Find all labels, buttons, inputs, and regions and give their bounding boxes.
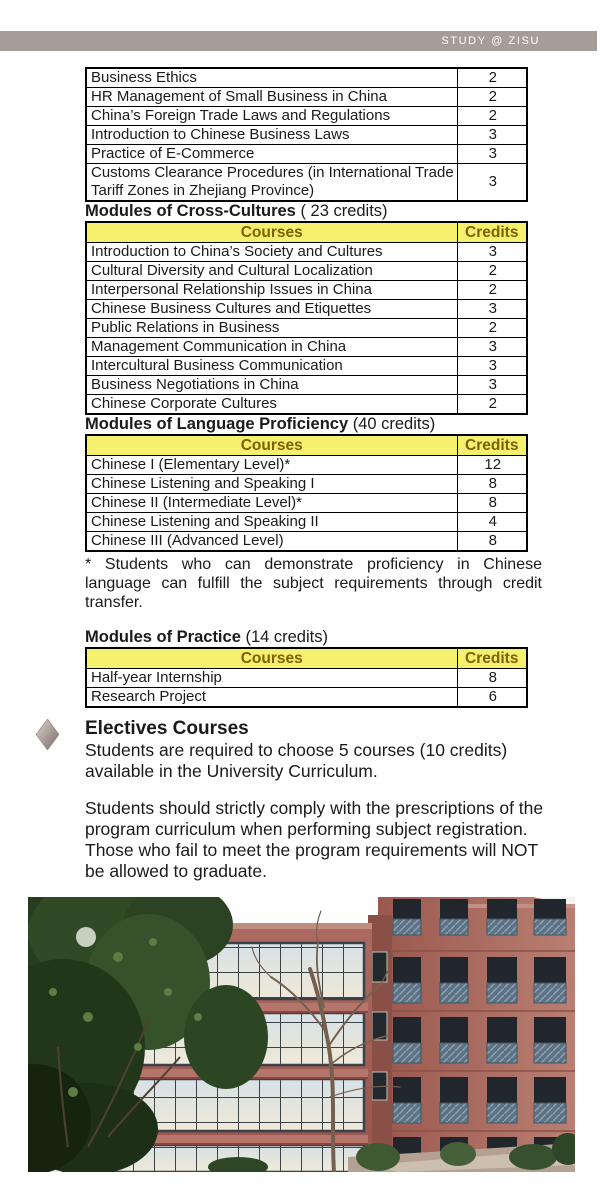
table-row bbox=[86, 300, 527, 319]
course-name-cell: Chinese Listening and Speaking I bbox=[86, 475, 457, 494]
course-credits-cell: 3 bbox=[457, 145, 527, 164]
course-credits-cell: 2 bbox=[457, 107, 527, 126]
electives-body-text: Students are required to choose 5 courses (10 credits) available in the University Curriculum. bbox=[85, 740, 508, 781]
column-header-credits: Credits bbox=[457, 648, 527, 669]
table-header-row bbox=[86, 648, 527, 669]
course-name-cell: Public Relations in Business bbox=[86, 319, 457, 338]
course-credits-cell: 3 bbox=[457, 164, 527, 202]
section-heading-rest: (14 credits) bbox=[240, 628, 328, 646]
course-name-cell: China’s Foreign Trade Laws and Regulations bbox=[86, 107, 457, 126]
course-credits-cell: 2 bbox=[457, 395, 527, 415]
courses-table-management-continued bbox=[85, 67, 528, 202]
table-row bbox=[86, 357, 527, 376]
table-row bbox=[86, 281, 527, 300]
course-credits-cell: 3 bbox=[457, 357, 527, 376]
course-name-cell: Chinese II (Intermediate Level)* bbox=[86, 494, 457, 513]
course-credits-cell: 6 bbox=[457, 688, 527, 708]
courses-table-practice bbox=[85, 647, 528, 708]
courses-table-cross-cultures bbox=[85, 221, 528, 415]
section-heading-bold: Modules of Cross-Cultures bbox=[85, 202, 296, 220]
course-name-cell: Half-year Internship bbox=[86, 669, 457, 688]
column-header-credits: Credits bbox=[457, 435, 527, 456]
table-header-row bbox=[86, 222, 527, 243]
table-row bbox=[86, 395, 527, 415]
column-header-courses: Courses bbox=[86, 648, 457, 669]
course-name-cell: Customs Clearance Procedures (in International Trade Tariff Zones in Zhejiang Province) bbox=[86, 164, 457, 202]
course-credits-cell: 2 bbox=[457, 319, 527, 338]
course-credits-cell: 3 bbox=[457, 243, 527, 262]
course-credits-cell: 2 bbox=[457, 68, 527, 88]
course-credits-cell: 2 bbox=[457, 88, 527, 107]
table-row bbox=[86, 513, 527, 532]
table-row bbox=[86, 243, 527, 262]
table-row bbox=[86, 669, 527, 688]
section-heading-rest: (40 credits) bbox=[348, 415, 436, 433]
table-row bbox=[86, 475, 527, 494]
course-credits-cell: 2 bbox=[457, 281, 527, 300]
course-credits-cell: 8 bbox=[457, 669, 527, 688]
table-row bbox=[86, 164, 527, 202]
table-row bbox=[86, 126, 527, 145]
section-heading-cross-cultures bbox=[85, 202, 555, 221]
section-heading-bold: Modules of Language Proficiency bbox=[85, 415, 349, 433]
course-credits-cell: 4 bbox=[457, 513, 527, 532]
table-row bbox=[86, 107, 527, 126]
campus-building-photo bbox=[28, 897, 575, 1172]
table-row bbox=[86, 532, 527, 552]
column-header-courses: Courses bbox=[86, 222, 457, 243]
course-name-cell: Research Project bbox=[86, 688, 457, 708]
course-credits-cell: 3 bbox=[457, 376, 527, 395]
course-name-cell: HR Management of Small Business in China bbox=[86, 88, 457, 107]
electives-title: Electives Courses bbox=[85, 718, 249, 739]
section-heading-bold: Modules of Practice bbox=[85, 628, 241, 646]
course-name-cell: Chinese Business Cultures and Etiquettes bbox=[86, 300, 457, 319]
course-credits-cell: 12 bbox=[457, 456, 527, 475]
table-row bbox=[86, 494, 527, 513]
table-row bbox=[86, 319, 527, 338]
courses-table-language-proficiency bbox=[85, 434, 528, 552]
diamond-bullet-icon bbox=[36, 719, 59, 755]
course-credits-cell: 3 bbox=[457, 338, 527, 357]
course-name-cell: Chinese Listening and Speaking II bbox=[86, 513, 457, 532]
course-name-cell: Management Communication in China bbox=[86, 338, 457, 357]
table-row bbox=[86, 688, 527, 708]
table-row bbox=[86, 88, 527, 107]
electives-section bbox=[85, 718, 555, 782]
course-credits-cell: 2 bbox=[457, 262, 527, 281]
brand-text: STUDY @ ZISU bbox=[441, 35, 540, 47]
course-credits-cell: 8 bbox=[457, 532, 527, 552]
table-row bbox=[86, 376, 527, 395]
course-name-cell: Business Ethics bbox=[86, 68, 457, 88]
registration-notice-text: Students should strictly comply with the prescriptions of the program curriculum when performing subject registration. Those who fail to meet the program requirements will NOT be allowed to graduate. bbox=[85, 798, 544, 881]
table-row bbox=[86, 338, 527, 357]
table-row bbox=[86, 145, 527, 164]
course-name-cell: Chinese Corporate Cultures bbox=[86, 395, 457, 415]
course-credits-cell: 3 bbox=[457, 126, 527, 145]
column-header-courses: Courses bbox=[86, 435, 457, 456]
course-credits-cell: 8 bbox=[457, 494, 527, 513]
course-name-cell: Cultural Diversity and Cultural Localization bbox=[86, 262, 457, 281]
course-name-cell: Intercultural Business Communication bbox=[86, 357, 457, 376]
credit-transfer-footnote: * Students who can demonstrate proficiency in Chinese language can fulfill the subject requirements through credit transfer. bbox=[85, 556, 542, 611]
course-name-cell: Introduction to China’s Society and Cultures bbox=[86, 243, 457, 262]
table-header-row bbox=[86, 435, 527, 456]
table-row bbox=[86, 456, 527, 475]
page-header-bar bbox=[0, 31, 597, 51]
section-heading-rest: ( 23 credits) bbox=[295, 202, 388, 220]
table-row bbox=[86, 68, 527, 88]
page-content bbox=[85, 67, 555, 900]
right-wing-facade bbox=[368, 897, 575, 1157]
section-heading-language-proficiency bbox=[85, 415, 555, 434]
course-name-cell: Practice of E-Commerce bbox=[86, 145, 457, 164]
table-row bbox=[86, 262, 527, 281]
course-credits-cell: 8 bbox=[457, 475, 527, 494]
column-header-credits: Credits bbox=[457, 222, 527, 243]
course-name-cell: Introduction to Chinese Business Laws bbox=[86, 126, 457, 145]
course-name-cell: Business Negotiations in China bbox=[86, 376, 457, 395]
section-heading-practice bbox=[85, 628, 555, 647]
course-credits-cell: 3 bbox=[457, 300, 527, 319]
course-name-cell: Chinese I (Elementary Level)* bbox=[86, 456, 457, 475]
course-name-cell: Interpersonal Relationship Issues in China bbox=[86, 281, 457, 300]
course-name-cell: Chinese III (Advanced Level) bbox=[86, 532, 457, 552]
